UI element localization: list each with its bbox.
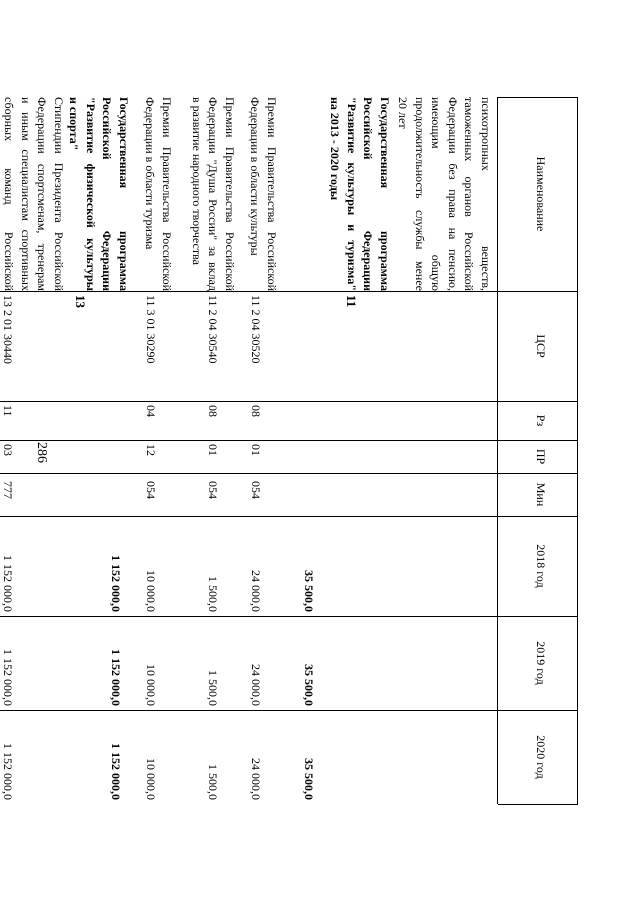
page-number: 286 (34, 442, 49, 463)
row-2020: 1 152 000,0 (1, 743, 15, 800)
header-min: Мин (534, 482, 548, 507)
row-csr: 11 2 04 30520 (249, 295, 263, 364)
row-name: Премии Правительства Российской Федерации в области культуры (248, 97, 279, 291)
row-name: Стипендии Президента Российской Федерации спортсменам, тренерам и иным специалистам спортивных сборных команд Российской (2, 97, 66, 291)
row-pr: 03 (1, 444, 15, 456)
row-name: Государственная программа Российской Федерации "Развитие физической культуры и спорта" (67, 97, 131, 291)
header-2020: 2020 год (534, 735, 548, 779)
row-csr: 11 (344, 295, 359, 308)
header-2019: 2019 год (534, 641, 548, 685)
header-pr: ПР (534, 448, 548, 465)
row-min: 054 (144, 481, 158, 499)
row-2018: 10 000,0 (144, 570, 158, 612)
row-2020: 1 152 000,0 (109, 743, 123, 800)
row-2020: 24 000,0 (249, 758, 263, 800)
row-rz: 04 (144, 405, 158, 417)
row-rz: 08 (206, 405, 220, 417)
row-2020: 1 500,0 (206, 764, 220, 800)
row-min: 777 (1, 481, 15, 499)
row-name: психотропных веществ, таможенных органов Российской Федерации без права на пенсию, имеющим общую продолжительность службы менее 20 лет (396, 97, 493, 291)
header-csr: ЦСР (534, 334, 548, 358)
row-rz: 08 (249, 405, 263, 417)
header-2018: 2018 год (534, 544, 548, 588)
row-rz: 11 (1, 405, 15, 417)
row-min: 054 (206, 481, 220, 499)
header-rz: Рз (534, 414, 548, 427)
row-2018: 24 000,0 (249, 570, 263, 612)
row-2019: 10 000,0 (144, 664, 158, 706)
row-2018: 1 152 000,0 (1, 555, 15, 612)
row-min: 054 (249, 481, 263, 499)
row-2018: 1 500,0 (206, 576, 220, 612)
row-2019: 1 152 000,0 (1, 649, 15, 706)
row-csr: 11 3 01 30290 (144, 295, 158, 364)
row-2019: 35 500,0 (302, 664, 316, 706)
row-2020: 10 000,0 (144, 758, 158, 800)
row-pr: 12 (144, 444, 158, 456)
row-csr: 13 2 01 30440 (1, 295, 15, 364)
row-pr: 01 (206, 444, 220, 456)
header-name: Наименование (534, 156, 548, 232)
row-2019: 24 000,0 (249, 664, 263, 706)
row-name: Премии Правительства Российской Федерации "Душа России" за вклад в развитие народного творчества (190, 97, 237, 291)
row-2018: 35 500,0 (302, 570, 316, 612)
row-2020: 35 500,0 (302, 758, 316, 800)
row-csr: 11 2 04 30540 (206, 295, 220, 364)
row-2019: 1 500,0 (206, 670, 220, 706)
row-name: Государственная программа Российской Федерации "Развитие культуры и туризма" на 2013 - 2020 годы (328, 97, 392, 291)
row-name: Премии Правительства Российской Федерации в области туризма (143, 97, 174, 291)
row-pr: 01 (249, 444, 263, 456)
row-2018: 1 152 000,0 (109, 555, 123, 612)
row-csr: 13 (73, 295, 88, 308)
row-2019: 1 152 000,0 (109, 649, 123, 706)
